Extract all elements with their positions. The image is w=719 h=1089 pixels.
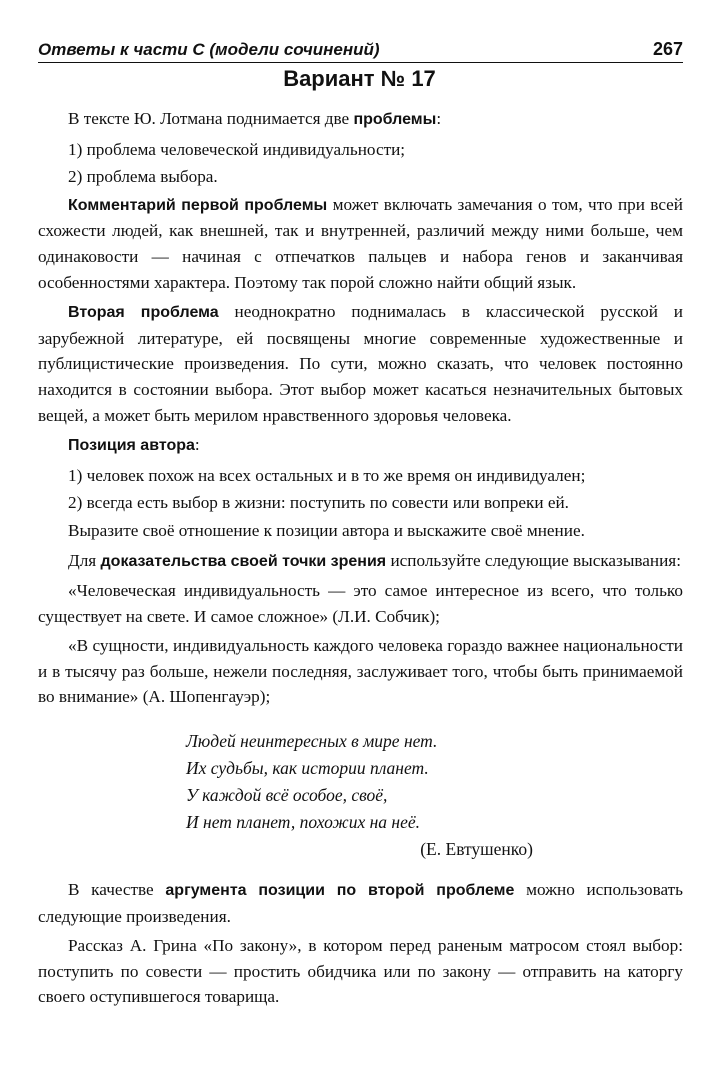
paragraph-proof: Для доказательства своей точки зрения используйте следующие высказывания: — [68, 550, 681, 570]
paragraph-second-problem: Вторая проблема неоднократно поднималась в классической русской и зарубежной литературе, ей посвящены многие современные художественные и публицистические произведения. По сути, можно сказать, что человек постоянно находится в состоянии выбора. Этот выбор может касаться незначительных бытовых вещей, а может быть мерилом нравственного здоровья человека. — [38, 302, 683, 425]
page-number: 267 — [652, 39, 683, 59]
list-item: 1) проблема человеческой индивидуальности; — [68, 139, 406, 159]
list-item: 2) проблема выбора. — [68, 167, 218, 187]
poem-line: Людей неинтересных в мире нет. — [186, 731, 438, 752]
poem-line: Их судьбы, как истории планет. — [186, 758, 429, 779]
paragraph-argument: В качестве аргумента позиции по второй проблеме можно использовать следующие произведения. — [38, 880, 683, 926]
poem-quote — [186, 728, 683, 863]
quote-sobchik: «Человеческая индивидуальность — это самое интересное из всего, что только существует на свете. И самое сложное» (Л.И. Собчик); — [38, 581, 683, 626]
page-title: Вариант № 17 — [283, 66, 436, 91]
poem-line: И нет планет, похожих на неё. — [186, 812, 420, 833]
poem-author: (Е. Евтушенко) — [420, 839, 533, 860]
paragraph-intro: В тексте Ю. Лотмана поднимается две проблемы: — [68, 109, 442, 128]
paragraph-opinion: Выразите своё отношение к позиции автора и выскажите своё мнение. — [68, 520, 585, 540]
running-title: Ответы к части С (модели сочинений) — [38, 40, 380, 59]
document-body — [38, 106, 683, 1014]
paragraph-author-position: Позиция автора: — [68, 435, 200, 455]
list-item: 1) человек похож на всех остальных и в то же время он индивидуален; — [68, 465, 586, 485]
list-item: 2) всегда есть выбор в жизни: поступить по совести или вопреки ей. — [68, 493, 569, 513]
paragraph-grin-story: Рассказ А. Грина «По закону», в котором перед раненым матросом стоял выбор: поступить по совести — простить обидчика или по закону — отправить на каторгу своего оступившегося товарища. — [38, 936, 683, 1007]
poem-line: У каждой всё особое, своё, — [186, 785, 388, 806]
running-header — [38, 30, 683, 63]
quote-schopenhauer: «В сущности, индивидуальность каждого человека гораздо важнее национальности и в тысячу раз больше, нежели последняя, заслуживает того, чтобы быть принимаемой во внимание» (А. Шопенгауэр); — [38, 636, 683, 707]
paragraph-comment-first: Комментарий первой проблемы может включать замечания о том, что при всей схожести людей, как внешней, так и внутренней, различий между ними больше, чем одинаковости — начиная с отпечатков пальцев и набора генов и заканчивая особенностями характера. Поэтому так порой сложно найти общий язык. — [38, 194, 683, 292]
